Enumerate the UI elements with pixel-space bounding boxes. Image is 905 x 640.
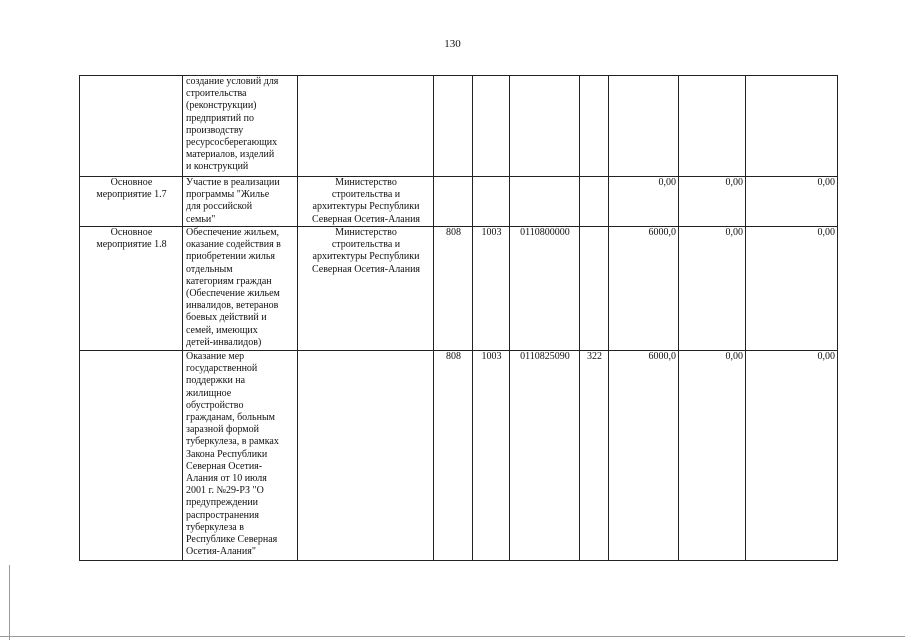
amount-year1-cell: 0,00 <box>609 177 679 227</box>
measure-name-cell: Участие в реализации программы "Жилье для российской семьи" <box>183 177 298 227</box>
amount-year3-cell <box>746 76 838 177</box>
amount-year2-cell: 0,00 <box>679 351 746 561</box>
measure-name-cell: Оказание мер государственной поддержки на жилищное обустройство гражданам, больным заразной формой туберкулеза, в рамках Закона Республики Северная Осетия- Алания от 10 июля 2001 г. №29-РЗ "О предупреждении распространения туберкулеза в Республике Северная Осетия-Алания" <box>183 351 298 561</box>
amount-year3-cell: 0,00 <box>746 177 838 227</box>
executor-cell: Министерство строительства и архитектуры Республики Северная Осетия-Алания <box>298 177 434 227</box>
amount-year3-cell: 0,00 <box>746 351 838 561</box>
event-cell: Основное мероприятие 1.8 <box>80 227 183 351</box>
csr-cell: 0110825090 <box>510 351 580 561</box>
measure-name-cell: создание условий для строительства (реконструкции) предприятий по производству ресурсосберегающих материалов, изделий и конструкций <box>183 76 298 177</box>
scan-edge-left <box>9 565 10 640</box>
grbs-cell <box>434 177 473 227</box>
rzpr-cell: 1003 <box>473 351 510 561</box>
event-cell <box>80 76 183 177</box>
program-measures-table <box>79 75 838 561</box>
table-row <box>80 227 838 351</box>
amount-year2-cell <box>679 76 746 177</box>
event-cell <box>80 351 183 561</box>
executor-cell: Министерство строительства и архитектуры Республики Северная Осетия-Алания <box>298 227 434 351</box>
amount-year1-cell: 6000,0 <box>609 351 679 561</box>
executor-cell <box>298 76 434 177</box>
table-row <box>80 177 838 227</box>
grbs-cell: 808 <box>434 227 473 351</box>
rzpr-cell <box>473 177 510 227</box>
vr-cell <box>580 177 609 227</box>
amount-year3-cell: 0,00 <box>746 227 838 351</box>
measure-name-cell: Обеспечение жильем, оказание содействия в приобретении жилья отдельным категориям граждан (Обеспечение жильем инвалидов, ветеранов боевых действий и семей, имеющих детей-инвалидов) <box>183 227 298 351</box>
page-number: 130 <box>444 38 461 50</box>
executor-cell <box>298 351 434 561</box>
event-cell: Основное мероприятие 1.7 <box>80 177 183 227</box>
vr-cell <box>580 76 609 177</box>
amount-year2-cell: 0,00 <box>679 177 746 227</box>
csr-cell: 0110800000 <box>510 227 580 351</box>
rzpr-cell: 1003 <box>473 227 510 351</box>
csr-cell <box>510 76 580 177</box>
amount-year1-cell: 6000,0 <box>609 227 679 351</box>
amount-year1-cell <box>609 76 679 177</box>
vr-cell <box>580 227 609 351</box>
rzpr-cell <box>473 76 510 177</box>
table-row <box>80 76 838 177</box>
scan-edge-bottom <box>0 636 905 637</box>
csr-cell <box>510 177 580 227</box>
vr-cell: 322 <box>580 351 609 561</box>
amount-year2-cell: 0,00 <box>679 227 746 351</box>
table-row <box>80 351 838 561</box>
grbs-cell <box>434 76 473 177</box>
grbs-cell: 808 <box>434 351 473 561</box>
